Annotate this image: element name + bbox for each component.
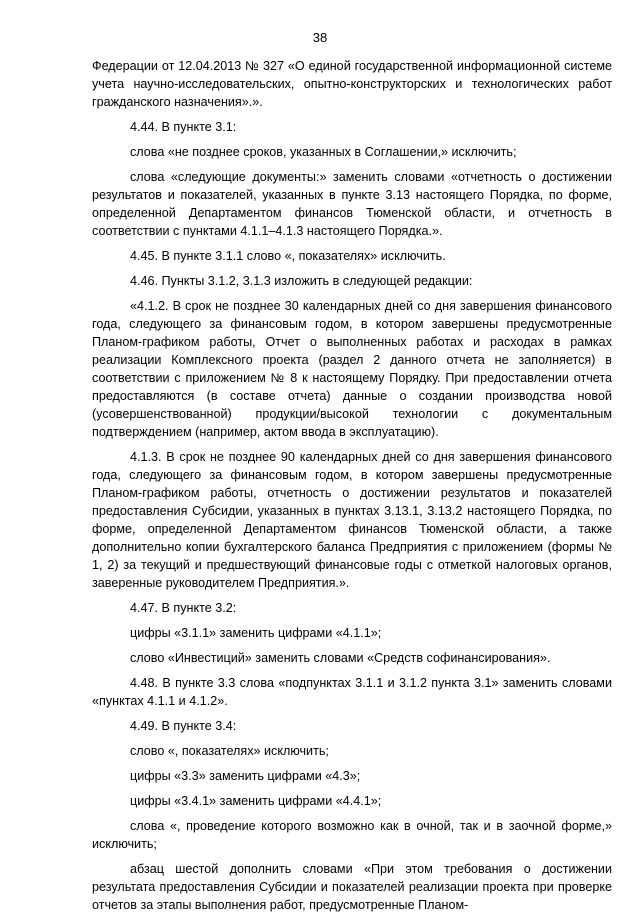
paragraph-4-49-item-3: цифры «3.4.1» заменить цифрами «4.4.1»; [130, 794, 382, 808]
paragraph-4-46: 4.46. Пункты 3.1.2, 3.1.3 изложить в следующей редакции: [130, 274, 473, 288]
paragraph-4-45: 4.45. В пункте 3.1.1 слово «, показателях» исключить. [130, 249, 446, 263]
paragraph-4-49: 4.49. В пункте 3.4: [130, 719, 237, 733]
paragraph-4-44: 4.44. В пункте 3.1: [130, 120, 237, 134]
paragraph-continuation: Федерации от 12.04.2013 № 327 «О единой государственной информационной системе учета научно-исследовательских, опытно-конструкторских и технологических работ гражданского назначения».». [92, 59, 612, 109]
paragraph-4-47-item-2: слово «Инвестиций» заменить словами «Средств софинансирования». [130, 651, 551, 665]
paragraph-4-44-item-2: слова «следующие документы:» заменить словами «отчетность о достижении результатов и показателей, указанных в пункте 3.13 настоящего Порядка, по форме, определенной Департаментом финансов Тюменской области, и отчетность в соответствии с пунктами 4.1.1–4.1.3 настоящего Порядка.». [92, 170, 612, 238]
paragraph-4-49-item-5: абзац шестой дополнить словами «При этом требования о достижении результата предоставления Субсидии и показателей реализации проекта при проверке отчетов за этапы выполнения работ, предусмотренные Планом- [92, 862, 612, 912]
paragraph-4-44-item-1: слова «не позднее сроков, указанных в Соглашении,» исключить; [130, 145, 517, 159]
paragraph-4-49-item-1: слово «, показателях» исключить; [130, 744, 329, 758]
paragraph-4-47-item-1: цифры «3.1.1» заменить цифрами «4.1.1»; [130, 626, 382, 640]
paragraph-4-1-2: «4.1.2. В срок не позднее 30 календарных дней со дня завершения финансового года, следующего за финансовым годом, в котором завершены предусмотренные Планом-графиком работы, Отчет о выполненных работах и расходах в рамках реализации Комплексного проекта (раздел 2 данного отчета не заполняется) в соответствии с приложением № 8 к настоящему Порядку. При предоставлении отчета предоставляются (в составе отчета) данные о создании производства новой (усовершенствованной) продукции/высокой технологии с документальным подтверждением (например, актом ввода в эксплуатацию). [92, 299, 612, 439]
paragraph-4-47: 4.47. В пункте 3.2: [130, 601, 237, 615]
document-body [92, 57, 612, 914]
paragraph-4-1-3: 4.1.3. В срок не позднее 90 календарных дней со дня завершения финансового года, следующего за финансовым годом, в котором завершены предусмотренные Планом-графиком работы, отчетность о достижении результатов и показателей предоставления Субсидии, указанных в пунктах 3.13.1, 3.13.2 настоящего Порядка, по форме, определенной Департаментом финансов Тюменской области, а также дополнительно копии бухгалтерского баланса Предприятия с приложением (формы № 1, 2) за текущий и предшествующий финансовые годы с отметкой налоговых органов, заверенные руководителем Предприятия.». [92, 450, 612, 590]
paragraph-4-49-item-4: слова «, проведение которого возможно как в очной, так и в заочной форме,» исключить; [92, 819, 612, 851]
paragraph-4-48: 4.48. В пункте 3.3 слова «подпунктах 3.1.1 и 3.1.2 пункта 3.1» заменить словами «пунктах 4.1.1 и 4.1.2». [92, 676, 612, 708]
paragraph-4-49-item-2: цифры «3.3» заменить цифрами «4.3»; [130, 769, 361, 783]
page-number: 38 [312, 30, 328, 45]
